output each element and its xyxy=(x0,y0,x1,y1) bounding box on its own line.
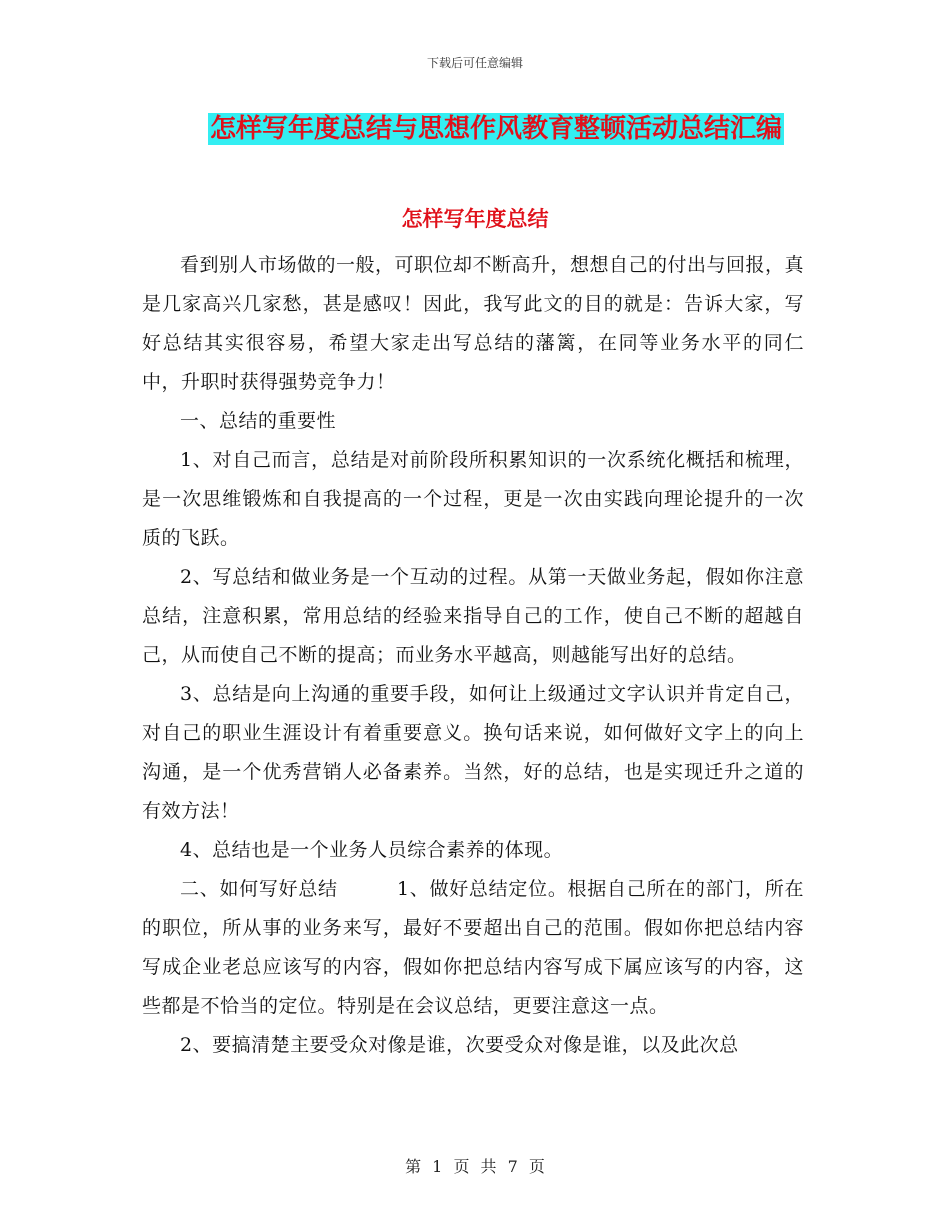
paragraph-heading-how-to: 二、如何写好总结 1、做好总结定位。根据自己所在的部门，所在的职位，所从事的业务来写，最好不要超出自己的范围。假如你把总结内容写成企业老总应该写的内容，假如你把总结内容写成下属应该写的内容，这些都是不恰当的定位。特别是在会议总结，更要注意这一点。 xyxy=(142,878,804,1017)
document-body xyxy=(142,246,804,1065)
document-title: 怎样写年度总结与思想作风教育整顿活动总结汇编 xyxy=(210,114,783,144)
header-note: 下载后可任意编辑 xyxy=(426,56,523,70)
paragraph-point-4: 4、总结也是一个业务人员综合素养的体现。 xyxy=(180,839,564,861)
paragraph-audience: 2、要搞清楚主要受众对像是谁，次要受众对像是谁，以及此次总 xyxy=(180,1034,739,1056)
page-indicator: 第 1 页 共 7 页 xyxy=(405,1157,545,1176)
paragraph-point-2: 2、写总结和做业务是一个互动的过程。从第一天做业务起，假如你注意总结，注意积累，常用总结的经验来指导自己的工作，使自己不断的超越自己，从而使自己不断的提高；而业务水平越高，则越能写出好的总结。 xyxy=(142,566,804,666)
paragraph-heading-importance: 一、总结的重要性 xyxy=(180,410,337,432)
section-title: 怎样写年度总结 xyxy=(401,207,549,231)
paragraph-point-1: 1、对自己而言，总结是对前阶段所积累知识的一次系统化概括和梳理，是一次思维锻炼和自我提高的一个过程，更是一次由实践向理论提升的一次质的飞跃。 xyxy=(142,449,804,549)
paragraph-intro: 看到别人市场做的一般，可职位却不断高升，想想自己的付出与回报，真是几家高兴几家愁，甚是感叹！因此，我写此文的目的就是：告诉大家，写好总结其实很容易，希望大家走出写总结的藩篱，在同等业务水平的同仁中，升职时获得强势竞争力！ xyxy=(142,254,805,393)
paragraph-point-3: 3、总结是向上沟通的重要手段，如何让上级通过文字认识并肯定自己，对自己的职业生涯设计有着重要意义。换句话来说，如何做好文字上的向上沟通，是一个优秀营销人必备素养。当然，好的总结，也是实现迁升之道的有效方法！ xyxy=(142,683,804,822)
